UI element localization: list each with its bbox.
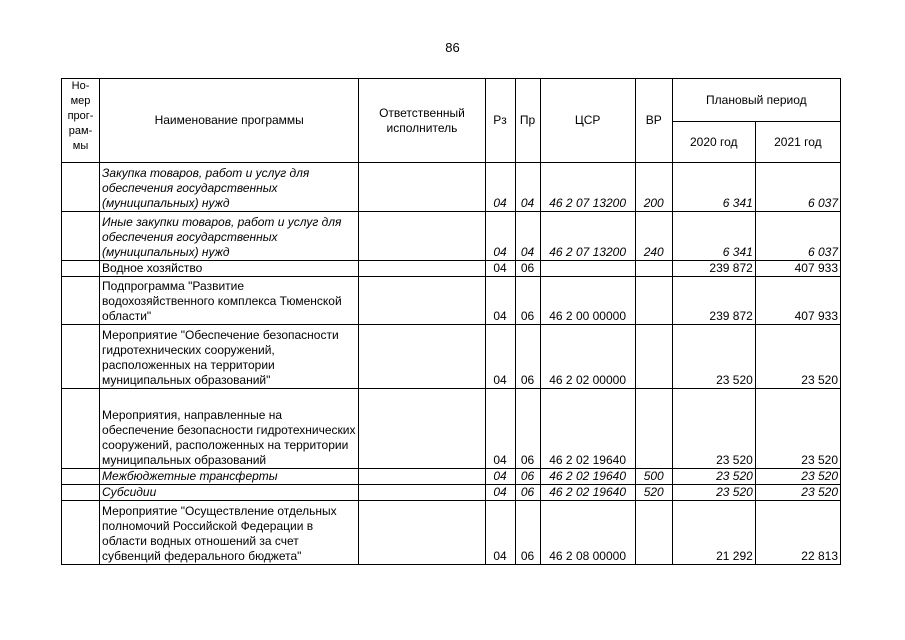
year-2020-value: 239 872: [672, 261, 755, 277]
header-year-2021: 2021 год: [755, 122, 840, 163]
header-rz: Рз: [485, 79, 515, 163]
pr-cell: 06: [515, 261, 540, 277]
pr-cell: 04: [515, 212, 540, 261]
year-2021-value: 407 933: [755, 261, 840, 277]
pr-cell: 04: [515, 163, 540, 212]
year-2021-value: 23 520: [755, 389, 840, 469]
year-2021-value: 6 037: [755, 163, 840, 212]
executor-cell: [359, 485, 485, 501]
program-number-cell: [62, 212, 100, 261]
table-row: [62, 163, 841, 212]
pr-cell: 06: [515, 277, 540, 325]
year-2021-value: 23 520: [755, 469, 840, 485]
year-2020-value: 23 520: [672, 389, 755, 469]
rz-cell: 04: [485, 485, 515, 501]
pr-cell: 06: [515, 469, 540, 485]
csr-cell: 46 2 02 19640: [540, 469, 635, 485]
program-name-cell: Закупка товаров, работ и услуг для обеспечения государственных (муниципальных) нужд: [100, 163, 359, 212]
header-planned-period: Плановый период: [672, 79, 840, 122]
executor-cell: [359, 163, 485, 212]
header-pr: Пр: [515, 79, 540, 163]
vr-cell: [635, 389, 672, 469]
year-2020-value: 6 341: [672, 163, 755, 212]
program-name-cell: Водное хозяйство: [100, 261, 359, 277]
year-2021-value: 23 520: [755, 485, 840, 501]
program-name-cell: Мероприятия, направленные на обеспечение безопасности гидротехнических сооружений, расположенных на территории муниципальных образований: [100, 389, 359, 469]
program-number-cell: [62, 277, 100, 325]
table-row: [62, 277, 841, 325]
year-2020-value: 23 520: [672, 469, 755, 485]
program-number-cell: [62, 261, 100, 277]
program-number-cell: [62, 501, 100, 565]
program-name-cell: Субсидии: [100, 485, 359, 501]
rz-cell: 04: [485, 325, 515, 389]
program-name-cell: Подпрограмма "Развитие водохозяйственного комплекса Тюменской области": [100, 277, 359, 325]
rz-cell: 04: [485, 469, 515, 485]
program-number-cell: [62, 469, 100, 485]
vr-cell: [635, 325, 672, 389]
budget-table: [61, 78, 841, 565]
program-name-cell: Мероприятие "Осуществление отдельных полномочий Российской Федерации в области водных отношений за счет субвенций федерального бюджета": [100, 501, 359, 565]
year-2021-value: 6 037: [755, 212, 840, 261]
header-program-name: Наименование программы: [100, 79, 359, 163]
table-row: [62, 212, 841, 261]
vr-cell: 500: [635, 469, 672, 485]
program-number-cell: [62, 325, 100, 389]
csr-cell: 46 2 07 13200: [540, 212, 635, 261]
header-csr: ЦСР: [540, 79, 635, 163]
vr-cell: 200: [635, 163, 672, 212]
vr-cell: [635, 261, 672, 277]
program-number-cell: [62, 163, 100, 212]
vr-cell: [635, 277, 672, 325]
pr-cell: 06: [515, 501, 540, 565]
rz-cell: 04: [485, 389, 515, 469]
csr-cell: 46 2 02 19640: [540, 389, 635, 469]
table-row: [62, 389, 841, 469]
table-row: [62, 261, 841, 277]
csr-cell: 46 2 02 00000: [540, 325, 635, 389]
csr-cell: 46 2 02 19640: [540, 485, 635, 501]
vr-cell: 240: [635, 212, 672, 261]
table-row: [62, 469, 841, 485]
pr-cell: 06: [515, 325, 540, 389]
year-2020-value: 23 520: [672, 325, 755, 389]
page-number: 86: [445, 40, 460, 55]
vr-cell: 520: [635, 485, 672, 501]
program-name-cell: Межбюджетные трансферты: [100, 469, 359, 485]
rz-cell: 04: [485, 261, 515, 277]
executor-cell: [359, 389, 485, 469]
executor-cell: [359, 212, 485, 261]
year-2020-value: 21 292: [672, 501, 755, 565]
table-body: [62, 163, 841, 565]
program-number-cell: [62, 485, 100, 501]
pr-cell: 06: [515, 389, 540, 469]
header-year-2020: 2020 год: [672, 122, 755, 163]
year-2020-value: 239 872: [672, 277, 755, 325]
program-name-cell: Иные закупки товаров, работ и услуг для обеспечения государственных (муниципальных) нужд: [100, 212, 359, 261]
rz-cell: 04: [485, 163, 515, 212]
header-vr: ВР: [635, 79, 672, 163]
csr-cell: 46 2 07 13200: [540, 163, 635, 212]
rz-cell: 04: [485, 277, 515, 325]
table-row: [62, 485, 841, 501]
year-2020-value: 6 341: [672, 212, 755, 261]
header-program-number: Но-мер прог-рам-мы: [62, 79, 100, 163]
program-name-cell: Мероприятие "Обеспечение безопасности гидротехнических сооружений, расположенных на территории муниципальных образований": [100, 325, 359, 389]
pr-cell: 06: [515, 485, 540, 501]
executor-cell: [359, 325, 485, 389]
executor-cell: [359, 501, 485, 565]
executor-cell: [359, 469, 485, 485]
header-executor: Ответственный исполнитель: [359, 79, 485, 163]
executor-cell: [359, 261, 485, 277]
csr-cell: 46 2 08 00000: [540, 501, 635, 565]
table-row: [62, 325, 841, 389]
rz-cell: 04: [485, 501, 515, 565]
year-2020-value: 23 520: [672, 485, 755, 501]
year-2021-value: 23 520: [755, 325, 840, 389]
csr-cell: [540, 261, 635, 277]
executor-cell: [359, 277, 485, 325]
csr-cell: 46 2 00 00000: [540, 277, 635, 325]
year-2021-value: 407 933: [755, 277, 840, 325]
table-row: [62, 501, 841, 565]
vr-cell: [635, 501, 672, 565]
program-number-cell: [62, 389, 100, 469]
rz-cell: 04: [485, 212, 515, 261]
year-2021-value: 22 813: [755, 501, 840, 565]
